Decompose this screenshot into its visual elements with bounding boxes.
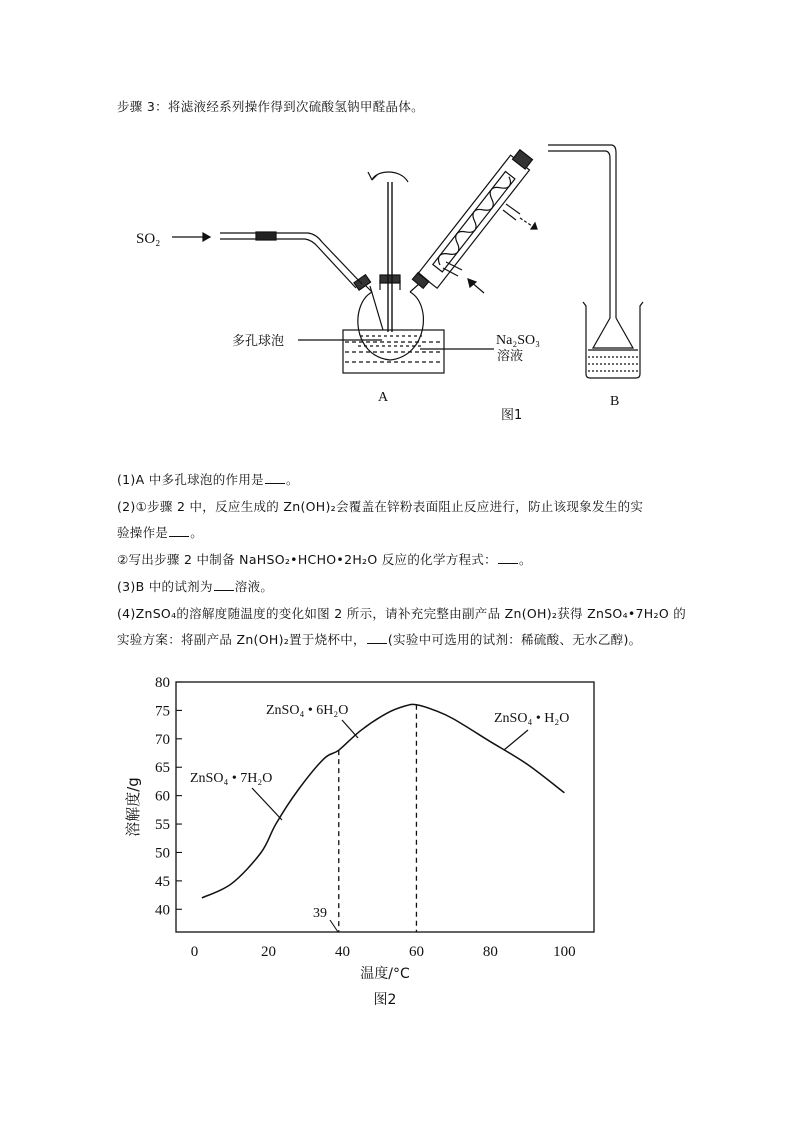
y-tick-label: 45 [155,873,170,890]
y-tick-label: 50 [155,845,170,862]
x-tick-label: 40 [334,944,350,960]
center-stopper [380,275,400,283]
step3-text: 步骤 3：将滤液经系列操作得到次硫酸氢钠甲醛晶体。 [117,99,424,114]
q2-text: 验操作是 [117,525,169,540]
question-2b [117,550,532,568]
water-bath [343,330,444,373]
leader-h2o [504,730,528,750]
bubble-tube [370,286,383,330]
answer-blank-2 [169,525,189,537]
q3-text: (3)B 中的试剂为 [117,579,213,594]
x-axis-label: 温度/°C [360,966,410,982]
condenser [418,147,535,288]
outlet-tube [548,145,616,318]
annotation-h2o: ZnSO₄ • H₂O [494,711,570,726]
y-tick-label: 65 [155,760,170,777]
x-tick-label: 100 [553,944,576,960]
x-tick-label: 80 [482,944,498,960]
q2b-text: ②写出步骤 2 中制备 NaHSO₂•HCHO•2H₂O 反应的化学方程式： [117,552,497,567]
annotation-7h2o: ZnSO₄ • 7H₂O [190,771,273,786]
q2b-end: 。 [518,552,532,567]
y-tick-label: 80 [155,675,170,691]
annotation-39: 39 [313,906,327,921]
label-b: B [610,394,620,409]
y-axis-label: 溶解度/g [124,777,142,837]
leader-7h2o [252,788,282,820]
leader-39 [330,920,338,932]
question-4-line-2 [117,630,641,648]
bubble-label: 多孔球泡 [232,334,285,349]
x-tick-label: 0 [190,944,199,960]
x-tick-label: 60 [408,944,424,960]
q4-text: 实验方案：将副产品 Zn(OH)₂置于烧杯中， [117,632,366,647]
answer-blank-1 [265,472,285,484]
answer-blank-5 [367,632,387,644]
figure1-caption: 图1 [501,408,523,423]
inverted-funnel [593,318,633,348]
stir-arrow [372,172,408,182]
tube-clamp [256,232,276,240]
q4-end: (实验中可选用的试剂：稀硫酸、无水乙醇)。 [387,632,642,647]
leader-6h2o [342,720,358,738]
y-tick-label: 40 [155,902,170,919]
label-a: A [378,390,389,405]
answer-blank-3 [498,552,518,564]
q1-text: (1)A 中多孔球泡的作用是 [117,472,264,487]
x-tick-label: 20 [260,944,276,960]
y-tick-label: 70 [155,731,170,748]
q2-end: 。 [190,525,204,540]
q3-end: 溶液。 [234,579,274,594]
y-tick-label: 75 [155,703,170,720]
question-4-line-1: (4)ZnSO₄的溶解度随温度的变化如图 2 所示，请补充完整由副产品 Zn(OH)₂获得 ZnSO₄•7H₂O 的 [117,606,687,621]
figure2-caption: 图2 [373,992,397,1008]
solubility-chart [0,660,794,1020]
beaker-b [583,302,643,378]
na2so3-label: Na₂SO₃ [496,333,540,348]
solution-label: 溶液 [497,349,524,364]
question-2-line-2 [117,523,203,541]
so2-label: SO₂ [136,231,161,247]
question-1 [117,470,299,488]
q1-end: 。 [285,472,299,487]
annotation-6h2o: ZnSO₄ • 6H₂O [266,703,349,718]
apparatus-diagram [0,0,794,440]
solubility-curve [202,704,565,898]
question-3 [117,577,273,595]
answer-blank-4 [214,579,234,591]
y-tick-label: 60 [155,788,170,805]
y-tick-label: 55 [155,817,170,834]
question-2-line-1: (2)①步骤 2 中，反应生成的 Zn(OH)₂会覆盖在锌粉表面阻止反应进行，防止该现象发生的实 [117,499,644,514]
flask-body [358,292,424,360]
